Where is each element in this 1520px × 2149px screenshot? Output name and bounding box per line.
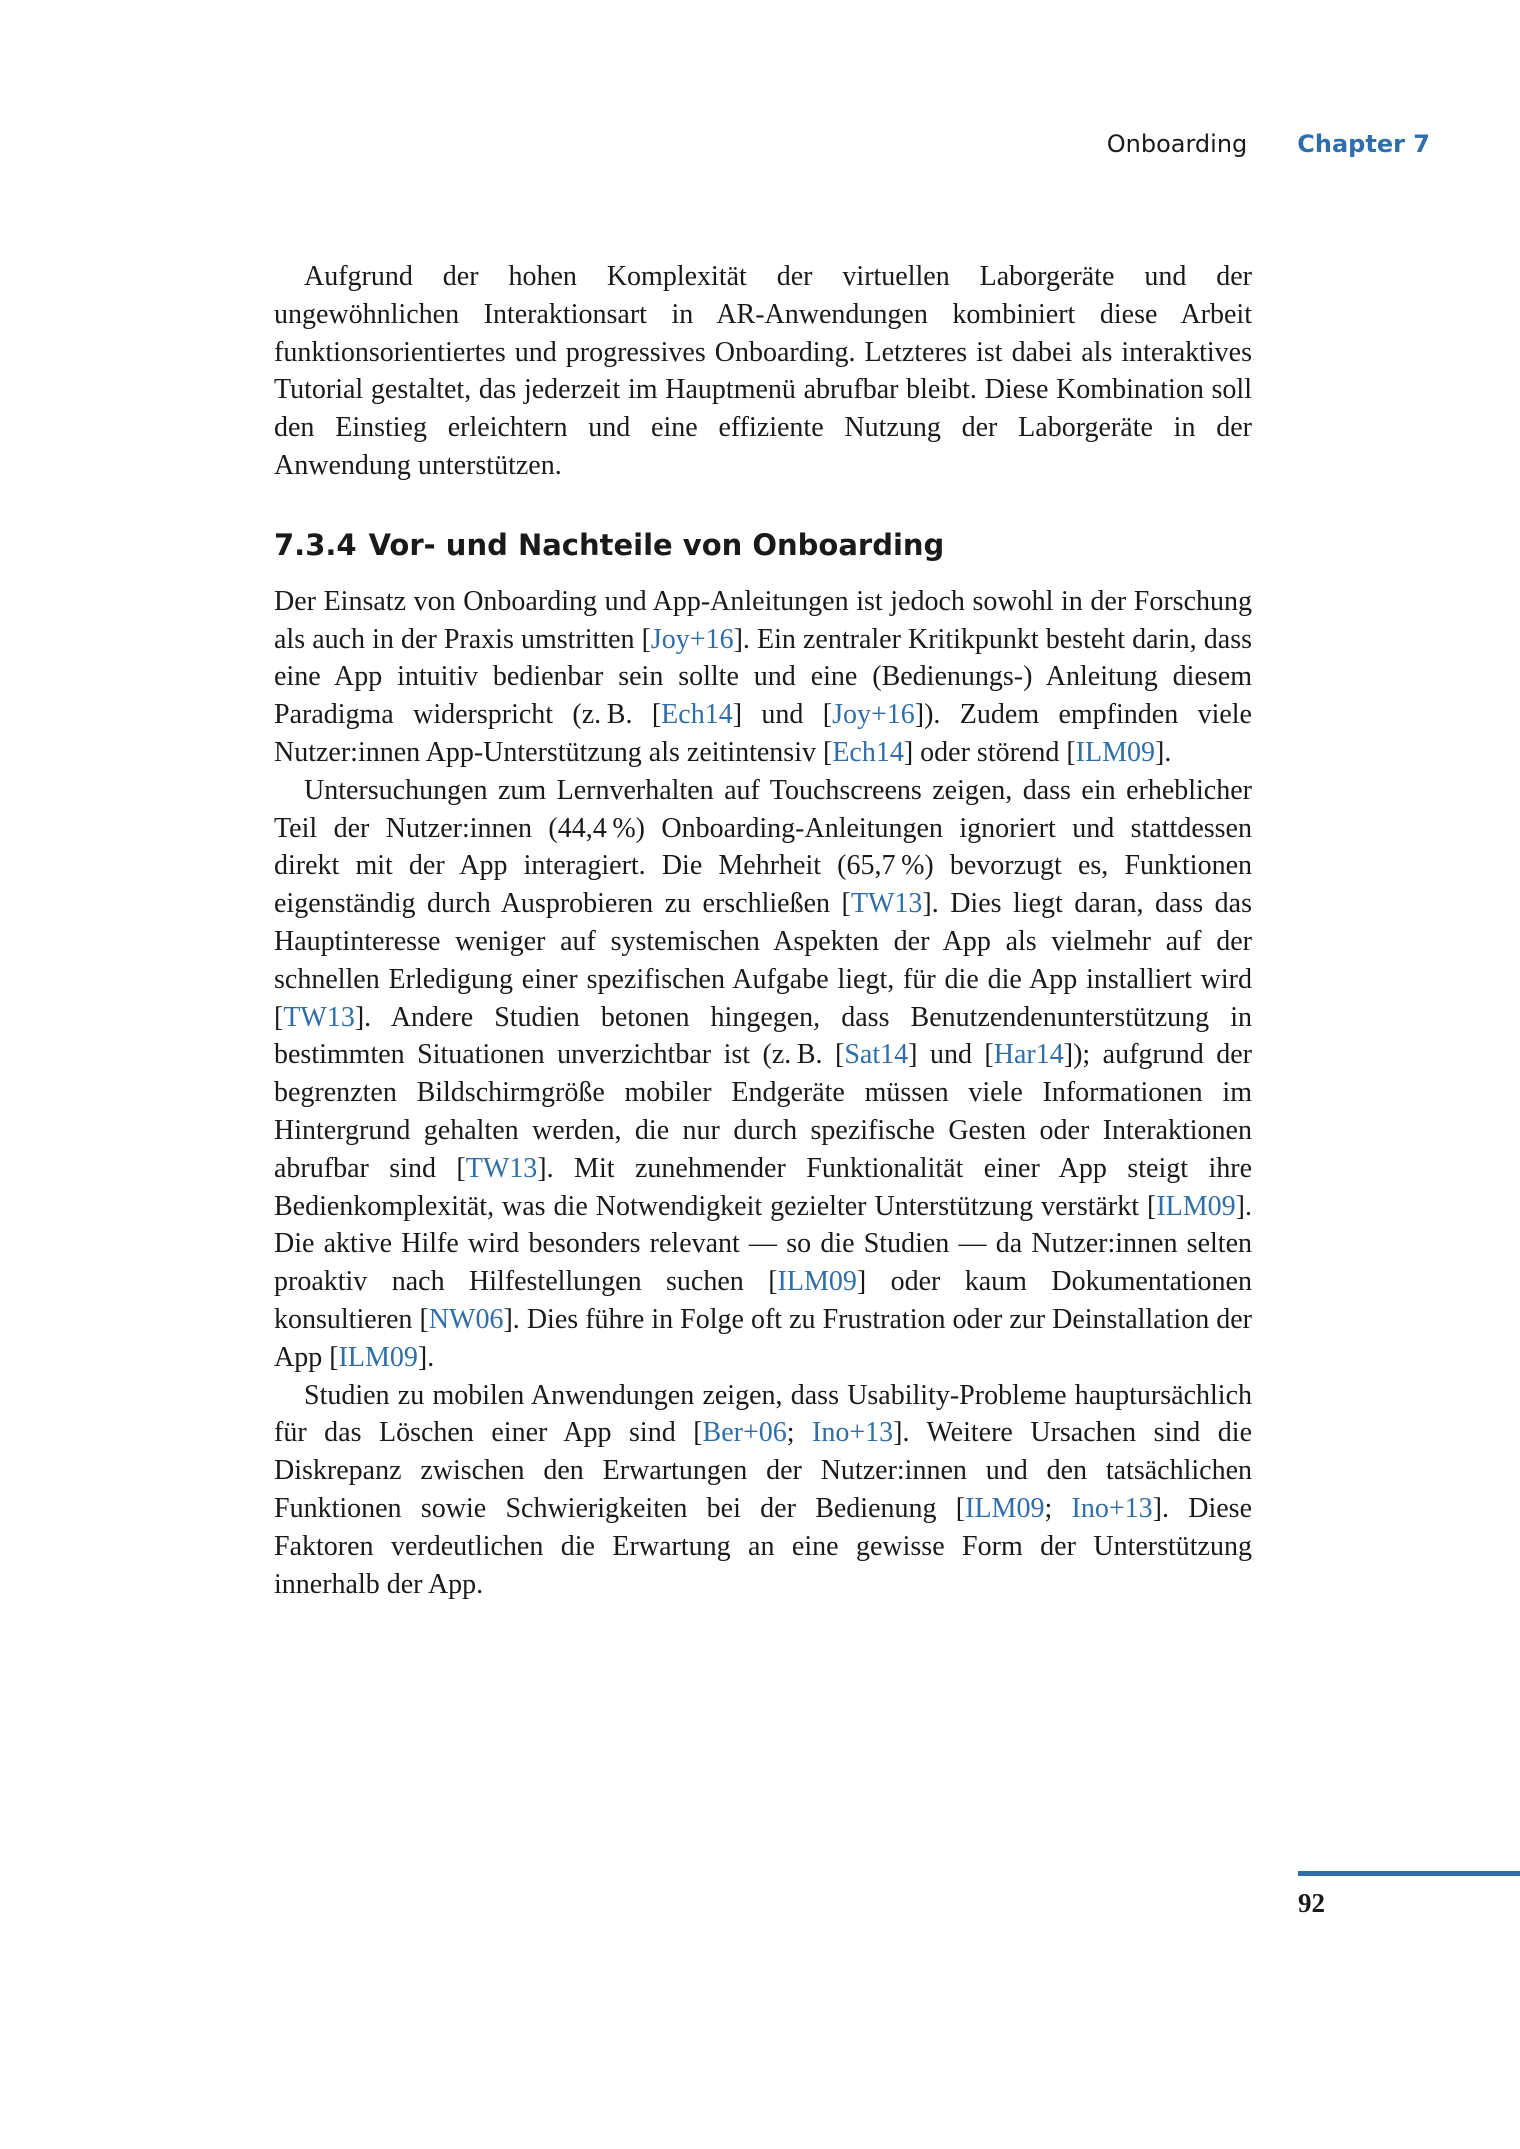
citation-link[interactable]: ILM09 <box>1075 736 1155 768</box>
running-header-section: Onboarding <box>1106 130 1248 158</box>
citation-link[interactable]: TW13 <box>283 1001 355 1033</box>
citation-link[interactable]: TW13 <box>465 1152 538 1184</box>
paragraph-text: Studien zu mobilen Anwendungen zeigen, dass Usability-Probleme hauptursächlich für das Löschen einer App sind [ <box>274 1379 1252 1449</box>
paragraph-3 <box>274 1377 1252 1604</box>
citation-link[interactable]: Ech14 <box>832 736 904 768</box>
citation-link[interactable]: Sat14 <box>844 1039 909 1071</box>
citation-link[interactable]: ILM09 <box>965 1492 1045 1524</box>
paragraph-text: ] oder kaum Dokumentationen konsultieren [ <box>274 1266 1252 1335</box>
citation-link[interactable]: ILM09 <box>338 1341 418 1373</box>
body-text <box>274 258 1252 1603</box>
paragraph-text: ; <box>1044 1492 1072 1524</box>
paragraph-text: ]. Andere Studien betonen hingegen, dass Benutzendenunterstützung in bestimmten Situationen unverzichtbar ist (z. B. [ <box>274 1001 1252 1071</box>
paragraph-text: ]. Diese Faktoren verdeutlichen die Erwartung an eine gewisse Form der Unterstützung innerhalb der App. <box>274 1492 1252 1600</box>
citation-link[interactable]: ILM09 <box>777 1266 857 1298</box>
paragraph-text: ] und [ <box>908 1039 994 1071</box>
paragraph-text: ] oder störend [ <box>903 736 1076 768</box>
paragraph-text: ]); aufgrund der begrenzten Bildschirmgröße mobiler Endgeräte müssen viele Informationen im Hintergrund gehalten werden, die nur durch spezifische Gesten oder Interaktionen abrufbar sind [ <box>274 1039 1252 1184</box>
section-heading <box>274 525 1252 565</box>
paragraph-text: Der Einsatz von Onboarding und App-Anleitungen ist jedoch sowohl in der Forschung als auch in der Praxis umstritten [ <box>274 585 1252 655</box>
citation-link[interactable]: Joy+16 <box>650 623 734 655</box>
running-header <box>1100 130 1430 170</box>
section-title: Vor- und Nachteile von Onboarding <box>368 527 945 562</box>
footer-rule <box>1298 1871 1520 1876</box>
paragraph-text: ; <box>786 1417 813 1449</box>
paragraph-text: ]. Mit zunehmender Funktionalität einer App steigt ihre Bedienkomplexität, was die Notwendigkeit gezielter Unterstützung verstärkt [ <box>274 1152 1253 1222</box>
citation-link[interactable]: Ber+06 <box>702 1417 787 1449</box>
paragraph-text: ]. Ein zentraler Kritikpunkt besteht darin, dass eine App intuitiv bedienbar sein sollte und eine (Bedienungs-) Anleitung diesem Paradigma widerspricht (z. B. [ <box>274 623 1252 731</box>
citation-link[interactable]: Ino+13 <box>1071 1492 1153 1524</box>
citation-link[interactable]: Ino+13 <box>812 1417 894 1449</box>
running-header-chapter: Chapter 7 <box>1297 130 1430 158</box>
section-number: 7.3.4 <box>274 527 357 562</box>
paragraph-text: ]. Weitere Ursachen sind die Diskrepanz zwischen den Erwartungen der Nutzer:innen und den tatsächlichen Funktionen sowie Schwierigkeiten bei der Bedienung [ <box>274 1417 1252 1524</box>
paragraph-text: ]. Die aktive Hilfe wird besonders relevant — so die Studien — da Nutzer:innen selten proaktiv nach Hilfestellungen suchen [ <box>274 1190 1252 1298</box>
citation-link[interactable]: TW13 <box>850 888 923 920</box>
page-number: 92 <box>1298 1888 1325 1918</box>
intro-paragraph <box>274 258 1252 485</box>
citation-link[interactable]: Joy+16 <box>832 699 915 731</box>
paragraph-text: ]). Zudem empfinden viele Nutzer:innen App-Unterstützung als zeitintensiv [ <box>274 699 1252 768</box>
citation-link[interactable]: NW06 <box>428 1303 504 1335</box>
paragraph-2 <box>274 772 1252 1377</box>
citation-link[interactable]: ILM09 <box>1156 1190 1236 1222</box>
citation-link[interactable]: Ech14 <box>661 699 733 731</box>
citation-link[interactable]: Har14 <box>993 1039 1064 1071</box>
paragraph-text: ]. <box>1155 736 1172 768</box>
paragraph-1 <box>274 583 1252 772</box>
paragraph-text: ]. Dies liegt daran, dass das Hauptinteresse weniger auf systemischen Aspekten der App als vielmehr auf der schnellen Erledigung einer spezifischen Aufgabe liegt, für die die App installiert wird [ <box>274 888 1252 1033</box>
intro-text: Aufgrund der hohen Komplexität der virtuellen Laborgeräte und der ungewöhnlichen Interaktionsart in AR-Anwendungen kombiniert diese Arbeit funktionsorientiertes und progressives Onboarding. Letzteres ist dabei als interaktives Tutorial gestaltet, das jederzeit im Hauptmenü abrufbar bleibt. Diese Kombination soll den Einstieg erleichtern und eine effiziente Nutzung der Laborgeräte in der Anwendung unterstützen. <box>274 261 1252 481</box>
paragraph-text: Untersuchungen zum Lernverhalten auf Touchscreens zeigen, dass ein erheblicher Teil der Nutzer:innen (44,4 %) Onboarding-Anleitungen ignoriert und stattdessen direkt mit der App interagiert. Die Mehrheit (65,7 %) bevorzugt es, Funktionen eigenständig durch Ausprobieren zu erschließen [ <box>274 774 1252 920</box>
paragraph-text: ] und [ <box>732 699 833 731</box>
paragraph-text: ]. Dies führe in Folge oft zu Frustration oder zur Deinstallation der App [ <box>274 1303 1252 1373</box>
paragraph-text: ]. <box>417 1341 435 1373</box>
